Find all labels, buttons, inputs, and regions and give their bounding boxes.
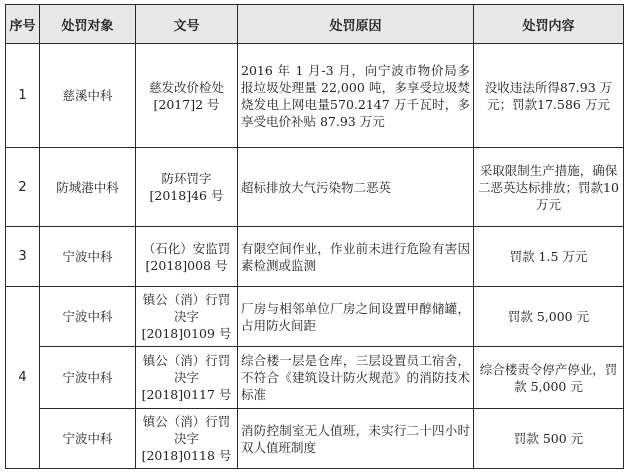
table-row xyxy=(6,227,624,287)
penalty-table xyxy=(5,4,624,469)
table-row xyxy=(6,347,624,409)
header-seq: 序号 xyxy=(6,5,40,44)
row-entity: 宁波中科 xyxy=(40,409,136,469)
row-entity: 宁波中科 xyxy=(40,287,136,347)
row-content: 采取限制生产措施，确保二恶英达标排放；罚款10 万元 xyxy=(474,148,624,227)
row-seq: 2 xyxy=(6,148,40,227)
table-row xyxy=(6,44,624,148)
row-entity: 慈溪中科 xyxy=(40,44,136,148)
header-content: 处罚内容 xyxy=(474,5,624,44)
header-reason: 处罚原因 xyxy=(238,5,474,44)
header-doc-number: 文号 xyxy=(136,5,238,44)
row-reason: 综合楼一层是仓库，三层设置员工宿舍，不符合《建筑设计防火规范》的消防技术标准 xyxy=(238,347,474,409)
row-entity: 宁波中科 xyxy=(40,227,136,287)
row-doc-number: 镇公（消）行罚决字[2018]0109 号 xyxy=(136,287,238,347)
row-doc-number: 慈发改价检处[2017]2 号 xyxy=(136,44,238,148)
table-row xyxy=(6,148,624,227)
row-doc-number: 镇公（消）行罚决字[2018]0118 号 xyxy=(136,409,238,469)
row-reason: 消防控制室无人值班，未实行二十四小时双人值班制度 xyxy=(238,409,474,469)
table-row xyxy=(6,409,624,469)
row-content: 罚款 5,000 元 xyxy=(474,287,624,347)
header-row xyxy=(6,5,624,44)
row-reason: 有限空间作业，作业前未进行危险有害因素检测或监测 xyxy=(238,227,474,287)
row-entity: 宁波中科 xyxy=(40,347,136,409)
row-doc-number: 镇公（消）行罚决字[2018]0117 号 xyxy=(136,347,238,409)
row-reason: 超标排放大气污染物二恶英 xyxy=(238,148,474,227)
header-entity: 处罚对象 xyxy=(40,5,136,44)
row-seq: 1 xyxy=(6,44,40,148)
row-content: 没收违法所得87.93 万元；罚款17.586 万元 xyxy=(474,44,624,148)
row-reason: 厂房与相邻单位厂房之间设置甲醇储罐，占用防火间距 xyxy=(238,287,474,347)
row-content: 罚款 500 元 xyxy=(474,409,624,469)
row-content: 综合楼责令停产停业，罚款 5,000 元 xyxy=(474,347,624,409)
row-seq: 4 xyxy=(6,287,40,469)
row-content: 罚款 1.5 万元 xyxy=(474,227,624,287)
table-row xyxy=(6,287,624,347)
row-seq: 3 xyxy=(6,227,40,287)
row-doc-number: 防环罚字[2018]46 号 xyxy=(136,148,238,227)
row-entity: 防城港中科 xyxy=(40,148,136,227)
row-reason: 2016 年 1 月-3 月，向宁波市物价局多报垃圾处理量 22,000 吨，多享受垃圾焚烧发电上网电量570.2147 万千瓦时，多享受电价补贴 87.93 万元 xyxy=(238,44,474,148)
row-doc-number: （石化）安监罚[2018]008 号 xyxy=(136,227,238,287)
